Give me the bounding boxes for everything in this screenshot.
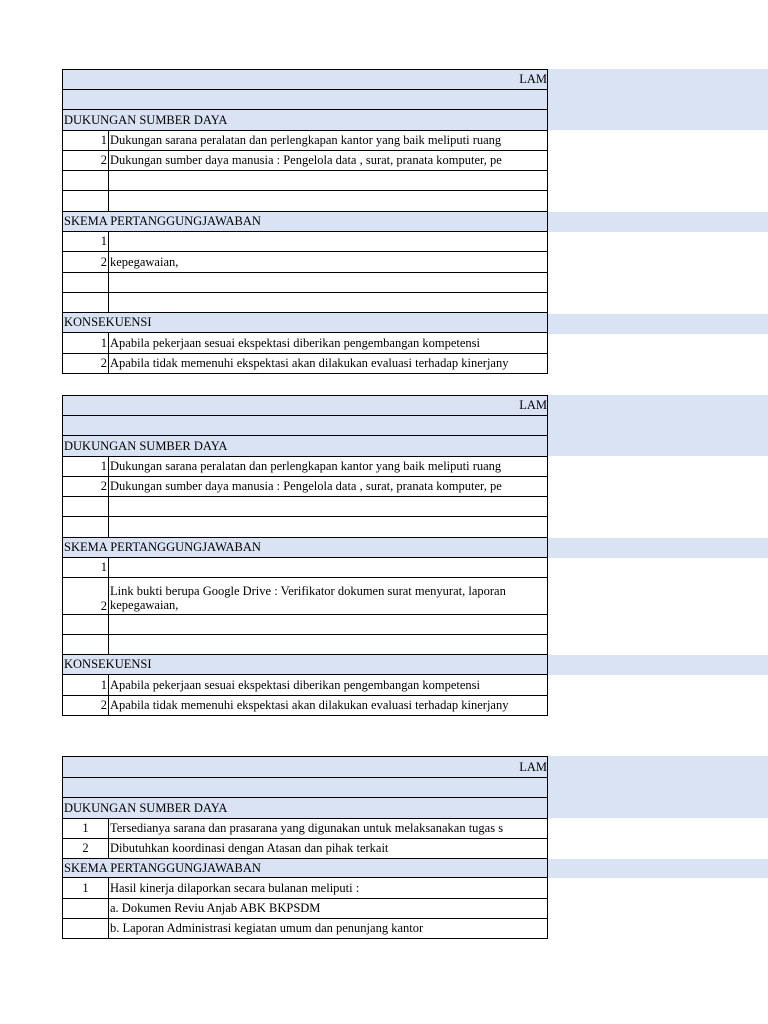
row-number: 1 — [63, 333, 109, 354]
section-row-skema — [63, 212, 548, 232]
section-row-dukungan — [63, 798, 548, 819]
table-row — [63, 252, 548, 273]
section-title: SKEMA PERTANGGUNGJAWABAN — [63, 212, 548, 232]
section-row-dukungan — [63, 110, 548, 131]
empty-row — [63, 293, 548, 313]
table-row — [63, 819, 548, 839]
block-header-row — [63, 70, 548, 90]
row-text: Dibutuhkan koordinasi dengan Atasan dan pihak terkait — [109, 839, 548, 859]
blank-row — [63, 90, 548, 110]
empty-row — [63, 615, 548, 635]
row-number: 2 — [63, 252, 109, 273]
table-row — [63, 333, 548, 354]
row-text: Apabila tidak memenuhi ekspektasi akan dilakukan evaluasi terhadap kinerjany — [109, 354, 548, 374]
section-title: DUKUNGAN SUMBER DAYA — [63, 436, 548, 457]
table-row — [63, 558, 548, 578]
row-number: 2 — [63, 696, 109, 716]
row-text: a. Dokumen Reviu Anjab ABK BKPSDM — [109, 899, 548, 919]
row-number: 1 — [63, 819, 109, 839]
empty-row — [63, 497, 548, 517]
row-text: b. Laporan Administrasi kegiatan umum dan penunjang kantor — [109, 919, 548, 939]
row-number — [63, 899, 109, 919]
header-band-3 — [548, 756, 768, 818]
section-band-2-skema — [548, 538, 768, 558]
table-row — [63, 354, 548, 374]
row-number: 1 — [63, 131, 109, 151]
block-header-row — [63, 396, 548, 416]
table-row — [63, 151, 548, 171]
row-number: 1 — [63, 232, 109, 252]
row-text: Apabila pekerjaan sesuai ekspektasi diberikan pengembangan kompetensi — [109, 333, 548, 354]
row-text — [109, 558, 548, 578]
row-text: Dukungan sarana peralatan dan perlengkapan kantor yang baik meliputi ruang — [109, 457, 548, 477]
row-text — [109, 578, 548, 615]
row-text: Dukungan sarana peralatan dan perlengkapan kantor yang baik meliputi ruang — [109, 131, 548, 151]
row-number — [63, 919, 109, 939]
row-number: 1 — [63, 878, 109, 899]
row-text: Apabila pekerjaan sesuai ekspektasi diberikan pengembangan kompetensi — [109, 675, 548, 696]
blank-row — [63, 416, 548, 436]
table-row — [63, 839, 548, 859]
section-row-konsekuensi — [63, 313, 548, 333]
table-row — [63, 232, 548, 252]
table-row — [63, 477, 548, 497]
empty-row — [63, 273, 548, 293]
section-title: SKEMA PERTANGGUNGJAWABAN — [63, 859, 548, 878]
block-1-table — [62, 69, 548, 374]
empty-row — [63, 171, 548, 191]
table-row — [63, 696, 548, 716]
block-2-table — [62, 395, 548, 716]
table-row — [63, 578, 548, 615]
table-row — [63, 457, 548, 477]
row-text — [109, 232, 548, 252]
row-text-line: kepegawaian, — [110, 597, 179, 612]
empty-row — [63, 517, 548, 538]
table-row — [63, 919, 548, 939]
section-band-2-konsekuensi — [548, 655, 768, 675]
row-number: 2 — [63, 839, 109, 859]
row-number: 2 — [63, 477, 109, 497]
row-text: kepegawaian, — [109, 252, 548, 273]
empty-row — [63, 635, 548, 655]
section-row-skema — [63, 538, 548, 558]
section-band-1-konsekuensi — [548, 314, 768, 334]
section-row-skema — [63, 859, 548, 878]
block-header-title: LAM — [63, 757, 548, 778]
row-text-line: Link bukti berupa Google Drive : Verifikator dokumen surat menyurat, laporan — [110, 583, 506, 598]
section-title: KONSEKUENSI — [63, 655, 548, 675]
section-band-3-skema — [548, 859, 768, 878]
row-text: Dukungan sumber daya manusia : Pengelola data , surat, pranata komputer, pe — [109, 477, 548, 497]
row-text: Apabila tidak memenuhi ekspektasi akan dilakukan evaluasi terhadap kinerjany — [109, 696, 548, 716]
table-row — [63, 675, 548, 696]
block-header-title: LAM — [63, 70, 548, 90]
row-number: 2 — [63, 354, 109, 374]
section-title: SKEMA PERTANGGUNGJAWABAN — [63, 538, 548, 558]
block-header-row — [63, 757, 548, 778]
section-row-konsekuensi — [63, 655, 548, 675]
row-text: Hasil kinerja dilaporkan secara bulanan meliputi : — [109, 878, 548, 899]
row-number: 2 — [63, 578, 109, 615]
row-number: 1 — [63, 558, 109, 578]
section-title: KONSEKUENSI — [63, 313, 548, 333]
row-number: 2 — [63, 151, 109, 171]
row-number: 1 — [63, 675, 109, 696]
block-header-title: LAM — [63, 396, 548, 416]
row-number: 1 — [63, 457, 109, 477]
empty-row — [63, 191, 548, 212]
section-title: DUKUNGAN SUMBER DAYA — [63, 798, 548, 819]
section-band-1-skema — [548, 212, 768, 232]
table-row — [63, 131, 548, 151]
section-row-dukungan — [63, 436, 548, 457]
row-text: Dukungan sumber daya manusia : Pengelola data , surat, pranata komputer, pe — [109, 151, 548, 171]
blank-row — [63, 778, 548, 798]
table-row — [63, 899, 548, 919]
block-3-table — [62, 756, 548, 939]
section-title: DUKUNGAN SUMBER DAYA — [63, 110, 548, 131]
header-band-1 — [548, 69, 768, 130]
header-band-2 — [548, 395, 768, 456]
table-row — [63, 878, 548, 899]
row-text: Tersedianya sarana dan prasarana yang digunakan untuk melaksanakan tugas s — [109, 819, 548, 839]
